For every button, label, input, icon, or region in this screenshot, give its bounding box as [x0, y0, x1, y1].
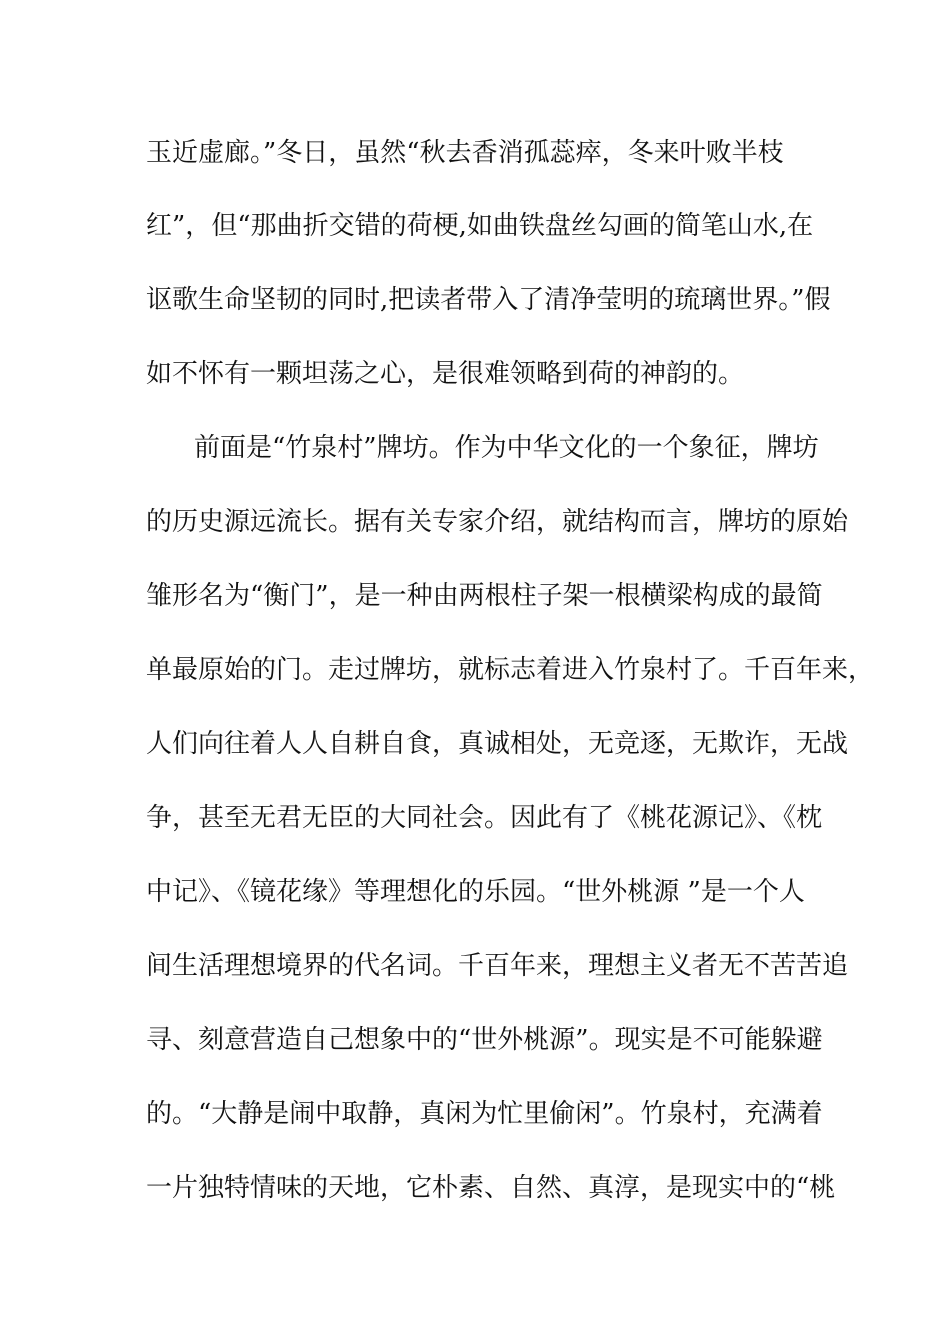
paragraph-2-line: 人们向往着人人自耕自食，真诚相处，无竞逐，无欺诈，无战 — [146, 729, 849, 759]
paragraph-2-line: 争，甚至无君无臣的大同社会。因此有了《桃花源记》、《枕 — [146, 803, 823, 833]
paragraph-2-line: 单最原始的门。走过牌坊，就标志着进入竹泉村了。千百年来， — [146, 655, 875, 685]
paragraph-2-line: 的。“大静是闹中取静，真闲为忙里偷闲”。竹泉村，充满着 — [146, 1099, 823, 1129]
paragraph-1-line: 讴歌生命坚韧的同时,把读者带入了清净莹明的琉璃世界。”假 — [146, 285, 831, 315]
paragraph-2-line: 间生活理想境界的代名词。千百年来，理想主义者无不苦苦追 — [146, 951, 849, 981]
paragraph-1-line: 红”，但“那曲折交错的荷梗,如曲铁盘丝勾画的简笔山水,在 — [146, 211, 814, 241]
paragraph-2-line: 一片独特情味的天地，它朴素、自然、真淳，是现实中的“桃 — [146, 1173, 836, 1203]
paragraph-2-line: 的历史源远流长。据有关专家介绍，就结构而言，牌坊的原始 — [146, 507, 849, 537]
paragraph-1-line: 玉近虚廊。”冬日，虽然“秋去香消孤蕊瘁，冬来叶败半枝 — [146, 138, 784, 168]
paragraph-2-line: 中记》、《镜花缘》等理想化的乐园。“世外桃源 ”是一个人 — [146, 877, 805, 907]
paragraph-2-line: 寻、刻意营造自己想象中的“世外桃源”。现实是不可能躲避 — [146, 1025, 823, 1055]
paragraph-2-line: 雏形名为“衡门”，是一种由两根柱子架一根横梁构成的最简 — [146, 581, 823, 611]
paragraph-2-first-line: 前面是“竹泉村”牌坊。作为中华文化的一个象征，牌坊 — [194, 433, 819, 463]
paragraph-1-line: 如不怀有一颗坦荡之心，是很难领略到荷的神韵的。 — [146, 359, 745, 389]
